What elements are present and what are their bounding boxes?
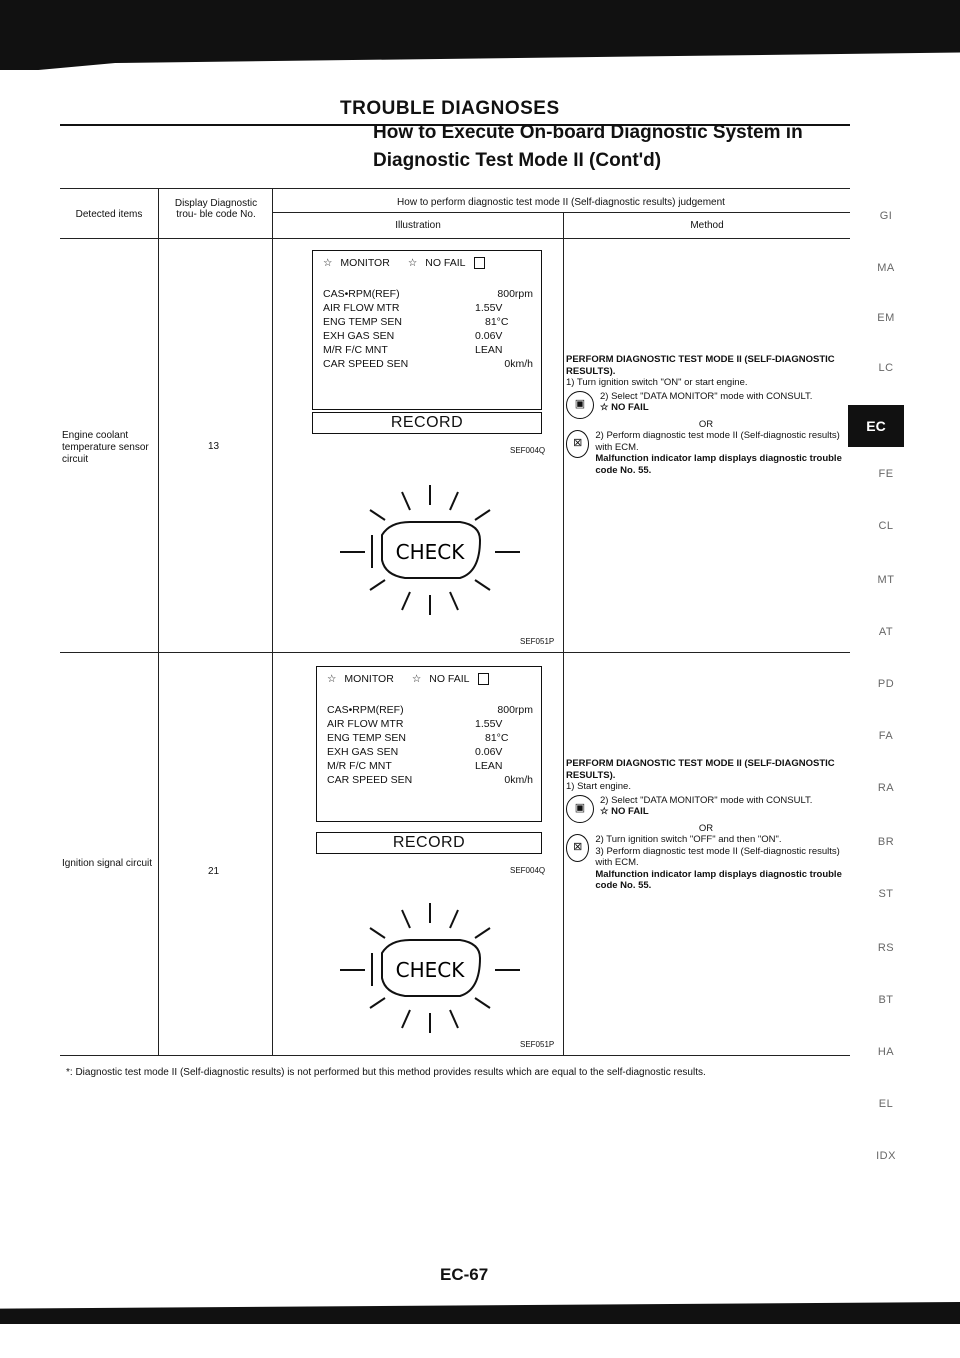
star-icon: ☆	[323, 257, 333, 269]
monitor-row: EXH GAS SEN 0.06V	[323, 330, 503, 342]
malfunction-text: Malfunction indicator lamp displays diagnostic trouble code No. 55.	[595, 453, 842, 476]
figure-code: SEF004Q	[510, 446, 546, 455]
method-block	[566, 758, 846, 892]
check-label: CHECK	[395, 540, 465, 564]
row-divider	[60, 652, 850, 653]
side-tab-st[interactable]: ST	[878, 888, 894, 900]
side-tab-ra[interactable]: RA	[877, 782, 895, 794]
no-fail-label: NO FAIL	[425, 257, 466, 269]
side-tab-el[interactable]: EL	[878, 1098, 894, 1110]
record-button: RECORD	[316, 832, 542, 854]
consult-icon: ▣	[566, 795, 594, 823]
monitor-row: M/R F/C MNT LEAN	[327, 760, 503, 772]
trouble-code: 13	[208, 441, 220, 452]
star-icon: ☆	[407, 257, 418, 269]
header-howto: How to perform diagnostic test mode II (Self-diagnostic results) judgement	[397, 197, 725, 208]
screen-header	[327, 673, 533, 685]
monitor-row: CAR SPEED SEN 0km/h	[327, 774, 533, 786]
monitor-row: M/R F/C MNT LEAN	[323, 344, 503, 356]
method-heading: PERFORM DIAGNOSTIC TEST MODE II (SELF-DIAGNOSTIC RESULTS).	[566, 758, 835, 781]
monitor-row: ENG TEMP SEN 81°C	[323, 316, 509, 328]
checkbox-icon	[478, 673, 489, 685]
side-tab-idx[interactable]: IDX	[876, 1150, 896, 1162]
monitor-values	[327, 703, 533, 787]
side-tab-fa[interactable]: FA	[878, 730, 894, 742]
record-button: RECORD	[312, 412, 542, 434]
or-divider: OR	[698, 418, 714, 430]
no-fail-text: ☆ NO FAIL	[600, 806, 649, 817]
monitor-row: CAS•RPM(REF) 800rpm	[327, 704, 533, 716]
header-bottom-rule	[60, 238, 850, 239]
bottom-scan-bar	[0, 1302, 960, 1324]
side-tab-ec[interactable]: EC	[848, 405, 904, 447]
consult-step	[566, 795, 846, 823]
detected-item: Ignition signal circuit	[62, 858, 153, 869]
ecm-step	[566, 430, 846, 476]
ecm-step	[566, 834, 846, 892]
method-step: 2) Select "DATA MONITOR" mode with CONSULT.	[600, 390, 813, 402]
check-lamp-illustration	[330, 898, 530, 1038]
side-tab-pd[interactable]: PD	[877, 678, 895, 690]
check-lamp-illustration	[330, 480, 530, 620]
page-title-line2: Diagnostic Test Mode II (Cont'd)	[373, 150, 662, 171]
monitor-row: EXH GAS SEN 0.06V	[327, 746, 503, 758]
trouble-code: 21	[208, 866, 220, 877]
method-step: 2) Perform diagnostic test mode II (Self-diagnostic results) with ECM.	[595, 430, 840, 453]
side-tab-bt[interactable]: BT	[878, 994, 894, 1006]
side-tab-mt[interactable]: MT	[877, 574, 895, 586]
footnote: *: Diagnostic test mode II (Self-diagnostic results) is not performed but this method provides results which are equal to the self-diagnostic results.	[66, 1067, 706, 1078]
monitor-row: CAR SPEED SEN 0km/h	[323, 358, 533, 370]
figure-code: SEF051P	[520, 637, 555, 646]
col-divider-2	[272, 188, 273, 1055]
method-block	[566, 354, 846, 476]
col-divider-1	[158, 188, 159, 1055]
side-tab-rs[interactable]: RS	[877, 942, 895, 954]
method-step: 2) Select "DATA MONITOR" mode with CONSULT.	[600, 794, 813, 806]
screen-header	[323, 257, 533, 269]
ecm-icon: ⊠	[566, 834, 589, 862]
monitor-row: AIR FLOW MTR 1.55V	[327, 718, 503, 730]
malfunction-text: Malfunction indicator lamp displays diagnostic trouble code No. 55.	[595, 868, 842, 891]
page-number: EC-67	[440, 1265, 489, 1284]
top-scan-bar	[0, 0, 960, 70]
method-step: 3) Perform diagnostic test mode II (Self-diagnostic results) with ECM.	[595, 845, 840, 868]
table-bottom-rule	[60, 1055, 850, 1056]
method-step: 1) Turn ignition switch "ON" or start engine.	[566, 377, 748, 388]
consult-icon: ▣	[566, 391, 594, 419]
side-tab-at[interactable]: AT	[878, 626, 894, 638]
star-icon: ☆	[327, 673, 337, 685]
or-divider: OR	[698, 822, 714, 834]
no-fail-text: ☆ NO FAIL	[600, 402, 649, 413]
monitor-row: AIR FLOW MTR 1.55V	[323, 302, 503, 314]
side-tab-cl[interactable]: CL	[878, 520, 894, 532]
side-tab-em[interactable]: EM	[877, 312, 895, 324]
detected-item: Engine coolant temperature sensor circuit	[62, 430, 149, 465]
no-fail-label: NO FAIL	[429, 673, 470, 685]
header-illustration: Illustration	[395, 220, 441, 231]
side-tab-br[interactable]: BR	[877, 836, 895, 848]
consult-step	[566, 391, 846, 419]
method-step: 1) Start engine.	[566, 781, 631, 792]
side-tab-lc[interactable]: LC	[878, 362, 894, 374]
header-method: Method	[690, 220, 724, 231]
consult-screen	[312, 250, 542, 410]
star-icon: ☆	[411, 673, 422, 685]
ecm-icon: ⊠	[566, 430, 589, 458]
table-top-rule	[60, 188, 850, 189]
col-divider-3	[563, 212, 564, 1055]
header-display-code: Display Diagnostic trou- ble code No.	[174, 198, 258, 220]
side-tab-ha[interactable]: HA	[877, 1046, 895, 1058]
monitor-label: MONITOR	[340, 257, 390, 269]
checkbox-icon	[474, 257, 485, 269]
monitor-row: CAS•RPM(REF) 800rpm	[323, 288, 533, 300]
side-tab-gi[interactable]: GI	[879, 210, 893, 222]
header-detected-items: Detected items	[75, 209, 143, 220]
monitor-label: MONITOR	[344, 673, 394, 685]
page-title-line1: How to Execute On-board Diagnostic System in	[373, 122, 803, 143]
consult-screen	[316, 666, 542, 822]
figure-code: SEF004Q	[510, 866, 546, 875]
check-label: CHECK	[395, 958, 465, 982]
subheader-rule	[272, 212, 850, 213]
monitor-values	[323, 287, 533, 371]
side-tab-fe[interactable]: FE	[878, 468, 894, 480]
side-tab-ma[interactable]: MA	[877, 262, 895, 274]
method-step: 2) Turn ignition switch "OFF" and then "ON".	[595, 834, 782, 845]
section-title: TROUBLE DIAGNOSES	[340, 98, 560, 119]
monitor-row: ENG TEMP SEN 81°C	[327, 732, 509, 744]
method-heading: PERFORM DIAGNOSTIC TEST MODE II (SELF-DIAGNOSTIC RESULTS).	[566, 354, 835, 377]
figure-code: SEF051P	[520, 1040, 555, 1049]
